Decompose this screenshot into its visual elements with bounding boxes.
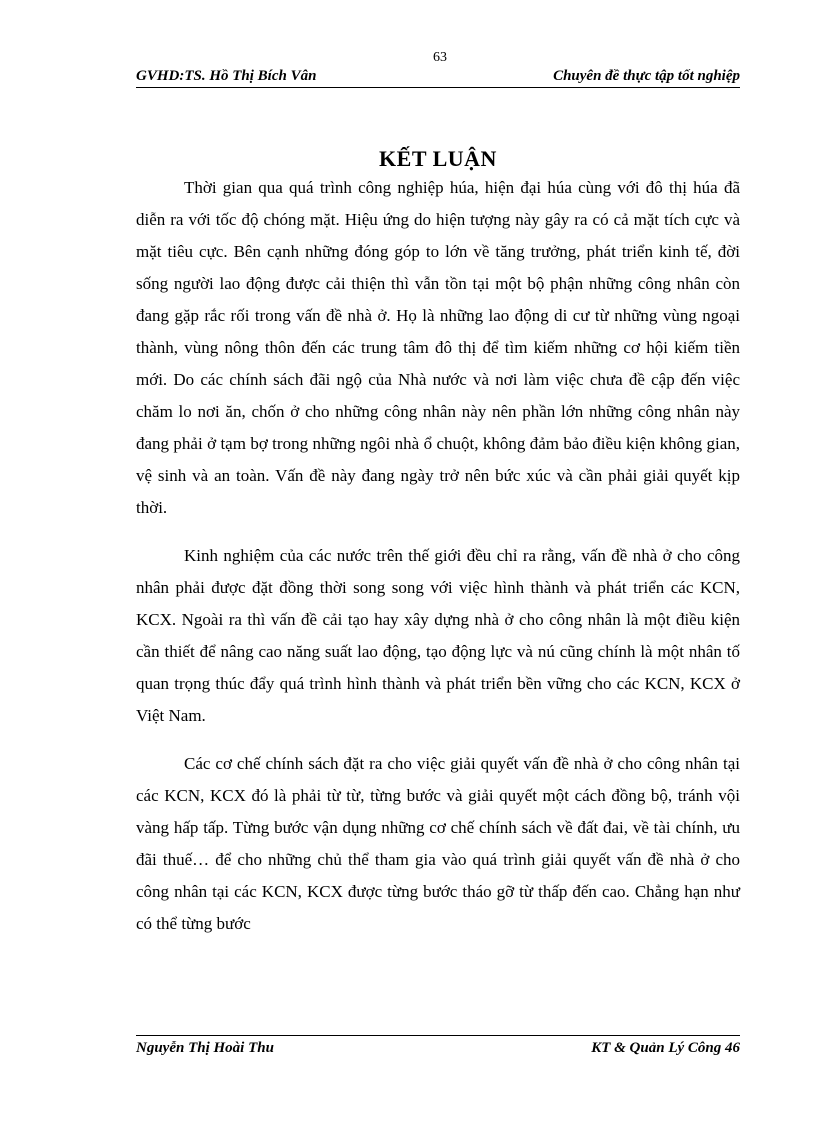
page-number: 63 — [433, 50, 447, 65]
footer-class: KT & Quản Lý Công 46 — [591, 1040, 740, 1056]
footer-author: Nguyễn Thị Hoài Thu — [136, 1040, 274, 1056]
header-advisor: GVHD:TS. Hồ Thị Bích Vân — [136, 68, 317, 84]
paragraph: Các cơ chế chính sách đặt ra cho việc giải quyết vấn đề nhà ở cho công nhân tại các KCN, KCX đó là phải từ từ, từng bước và giải quyết một cách đồng bộ, tránh vội vàng hấp tấp. Từng bước vận dụng những cơ chế chính sách về đất đai, về tài chính, ưu đãi thuế… để cho những chủ thể tham gia vào quá trình giải quyết vấn đề nhà ở cho công nhân tại các KCN, KCX được từng bước tháo gỡ từ thấp đến cao. Chẳng hạn như có thể từng bước — [136, 754, 740, 933]
page-footer — [136, 1035, 740, 1057]
paragraph: Thời gian qua quá trình công nghiệp húa, hiện đại húa cùng với đô thị húa đã diễn ra với tốc độ chóng mặt. Hiệu ứng do hiện tượng này gây ra có cả mặt tích cực và mặt tiêu cực. Bên cạnh những đóng góp to lớn về tăng trưởng, phát triển kinh tế, đời sống người lao động được cải thiện thì vẫn tồn tại một bộ phận những công nhân còn đang gặp rắc rối trong vấn đề nhà ở. Họ là những lao động di cư từ những vùng ngoại thành, vùng nông thôn đến các trung tâm đô thị để tìm kiếm những cơ hội kiếm tiền mới. Do các chính sách đãi ngộ của Nhà nước và nơi làm việc chưa đề cập đến việc chăm lo nơi ăn, chốn ở cho những công nhân này nên phần lớn những công nhân này đang phải ở tạm bợ trong những ngôi nhà ổ chuột, không đảm bảo điều kiện không gian, vệ sinh và an toàn. Vấn đề này đang ngày trở nên bức xúc và cần phải giải quyết kịp thời. — [136, 178, 740, 517]
paragraph: Kinh nghiệm của các nước trên thế giới đều chỉ ra rằng, vấn đề nhà ở cho công nhân phải được đặt đồng thời song song với việc hình thành và phát triển các KCN, KCX. Ngoài ra thì vấn đề cải tạo hay xây dựng nhà ở cho công nhân là một điều kiện cần thiết để nâng cao năng suất lao động, tạo động lực và nú cũng chính là một nhân tố quan trọng thúc đẩy quá trình hình thành và phát triển bền vững cho các KCN, KCX ở Việt Nam. — [136, 546, 740, 725]
section-title: KẾT LUẬN — [379, 146, 497, 171]
header-report-title: Chuyên đề thực tập tốt nghiệp — [553, 68, 740, 84]
body-text — [136, 172, 740, 956]
page-header — [136, 68, 740, 88]
